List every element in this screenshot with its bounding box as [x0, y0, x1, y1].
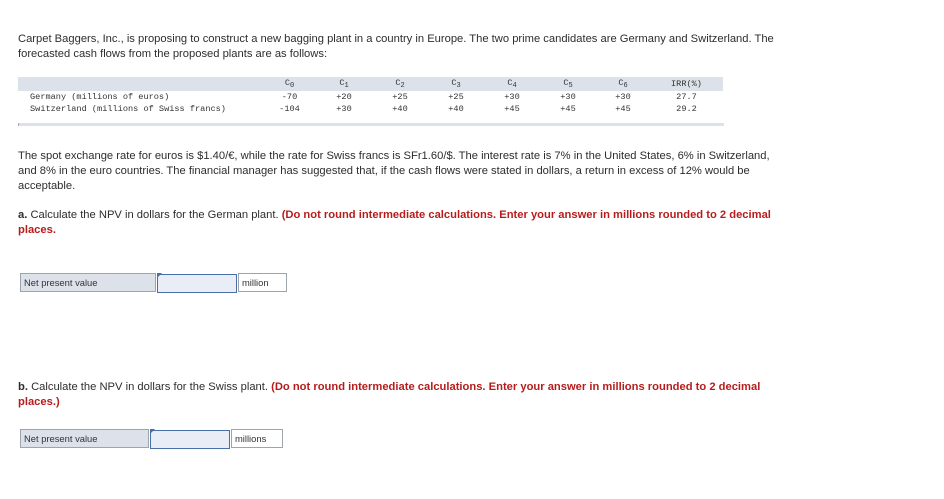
question-a-text: Calculate the NPV in dollars for the German plant. — [30, 209, 279, 221]
answer-b-unit: millions — [231, 429, 283, 448]
table-row — [18, 103, 723, 115]
header-c1: $C_1$ — [316, 77, 372, 91]
table-bottom-rule — [18, 123, 724, 126]
table-cell: +40 — [392, 104, 408, 114]
answer-b-input-wrap — [149, 429, 231, 448]
table-cell: +30 — [615, 92, 631, 102]
table-cell: -104 — [279, 104, 300, 114]
question-b-label: b. — [18, 381, 28, 393]
question-a-instruction: (Do not round intermediate calculations. Enter your answer in millions rounded to 2 decimal places. — [18, 209, 771, 236]
question-b-instruction: (Do not round intermediate calculations. Enter your answer in millions rounded to 2 decimal places.) — [18, 381, 761, 408]
table-cell: +40 — [448, 104, 464, 114]
answer-a-input-wrap — [156, 273, 238, 292]
header-irr: IRR(%) — [650, 77, 723, 91]
header-c3: $C_3$ — [428, 77, 484, 91]
question-a-label: a. — [18, 209, 28, 221]
table-cell: +45 — [504, 104, 520, 114]
table-cell: +30 — [336, 104, 352, 114]
table-cell: +30 — [560, 92, 576, 102]
rates-paragraph: The spot exchange rate for euros is $1.40/€, while the rate for Swiss francs is SFr1.60/$. The interest rate is 7% in the United States, 6% in Switzerland, and 8% in the euro countries. The financial manager has suggested that, if the cash flows were stated in dollars, a return in excess of 12% would be acceptable. — [18, 150, 770, 192]
row-label-switzerland: Switzerland (millions of Swiss francs) — [30, 104, 226, 114]
table-cell: -70 — [281, 92, 298, 102]
table-cell: +45 — [560, 104, 576, 114]
header-c0: $C_0$ — [263, 77, 316, 91]
answer-a-label: Net present value — [20, 273, 156, 292]
table-cell: +20 — [336, 92, 352, 102]
header-c5: $C_5$ — [540, 77, 596, 91]
table-row — [18, 91, 723, 103]
header-blank — [18, 77, 263, 91]
header-c4: $C_4$ — [484, 77, 540, 91]
intro-paragraph: Carpet Baggers, Inc., is proposing to construct a new bagging plant in a country in Europe. The two prime candidates are Germany and Switzerland. The forecasted cash flows from the proposed plants are as follows: — [18, 33, 774, 60]
table-cell-irr: 27.7 — [676, 92, 697, 102]
row-label-germany: Germany (millions of euros) — [30, 92, 170, 102]
table-header-row — [18, 77, 723, 91]
question-a — [18, 208, 788, 238]
header-c6: $C_6$ — [596, 77, 650, 91]
answer-b-label: Net present value — [20, 429, 149, 448]
header-c2: $C_2$ — [372, 77, 428, 91]
npv-germany-input[interactable] — [157, 274, 237, 293]
table-cell: +25 — [448, 92, 464, 102]
cash-flow-table — [18, 77, 723, 115]
answer-row-b — [20, 429, 283, 448]
table-cell-irr: 29.2 — [676, 104, 697, 114]
table-cell: +25 — [392, 92, 408, 102]
answer-a-unit: million — [238, 273, 287, 292]
question-b-text: Calculate the NPV in dollars for the Swiss plant. — [31, 381, 268, 393]
npv-switzerland-input[interactable] — [150, 430, 230, 449]
answer-row-a — [20, 273, 287, 292]
table-cell: +30 — [504, 92, 520, 102]
table-cell: +45 — [615, 104, 631, 114]
question-b — [18, 380, 788, 410]
